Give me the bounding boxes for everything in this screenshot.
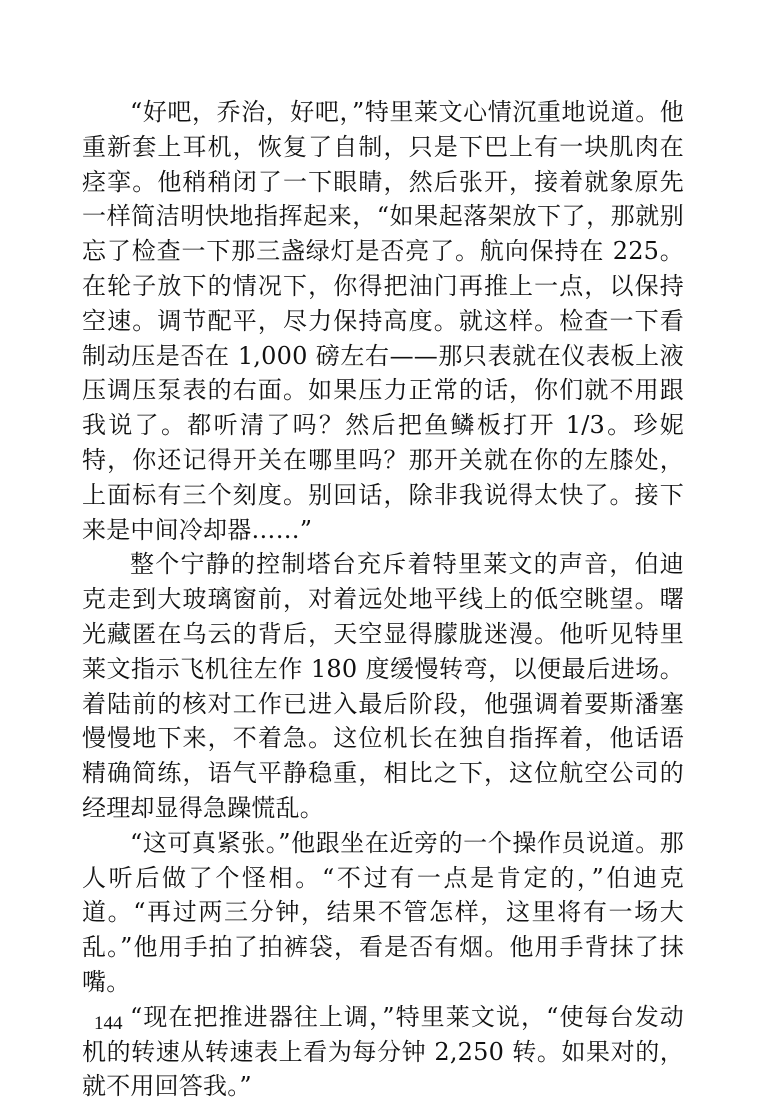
paragraph-3: “这可真紧张。”他跟坐在近旁的一个操作员说道。那人听后做了个怪相。“不过有一点是肯定的，”伯迪克道。“再过两三分钟，结果不管怎样，这里将有一场大乱。”他用手拍了拍裤袋，看是否有烟。他用手背抹了抹嘴。	[82, 828, 684, 996]
paragraph-2: 整个宁静的控制塔台充斥着特里莱文的声音，伯迪克走到大玻璃窗前，对着远处地平线上的低空眺望。曙光藏匿在乌云的背后，天空显得朦胧迷漫。他听见特里莱文指示飞机往左作 180 度缓慢转弯，以便最后进场。着陆前的核对工作已进入最后阶段，他强调着要斯潘塞慢慢地下来，不着急。这位机长在独自指挥着，他话语精确简练，语气平静稳重，相比之下，这位航空公司的经理却显得急躁慌乱。	[82, 550, 684, 822]
paragraph-1: “好吧，乔治，好吧，”特里莱文心情沉重地说道。他重新套上耳机，恢复了自制，只是下巴上有一块肌肉在痉挛。他稍稍闭了一下眼睛，然后张开，接着就象原先一样简洁明快地指挥起来，“如果起落架放下了，那就别忘了检查一下那三盏绿灯是否亮了。航向保持在 225。在轮子放下的情况下，你得把油门再推上一点，以保持空速。调节配平，尽力保持高度。就这样。检查一下看制动压是否在 1,000 磅左右——那只表就在仪表板上液压调压泵表的右面。如果压力正常的话，你们就不用跟我说了。都听清了吗？然后把鱼鳞板打开 1/3。珍妮特，你还记得开关在哪里吗？那开关就在你的左膝处，上面标有三个刻度。别回话，除非我说得太快了。接下来是中间冷却器……”	[82, 98, 684, 544]
page-number: 144	[94, 1013, 123, 1034]
paragraph-4: “现在把推进器往上调，”特里莱文说，“使每台发动机的转速从转速表上看为每分钟 2,250 转。如果对的，就不用回答我。”	[82, 1002, 684, 1101]
body-text	[82, 95, 684, 1104]
